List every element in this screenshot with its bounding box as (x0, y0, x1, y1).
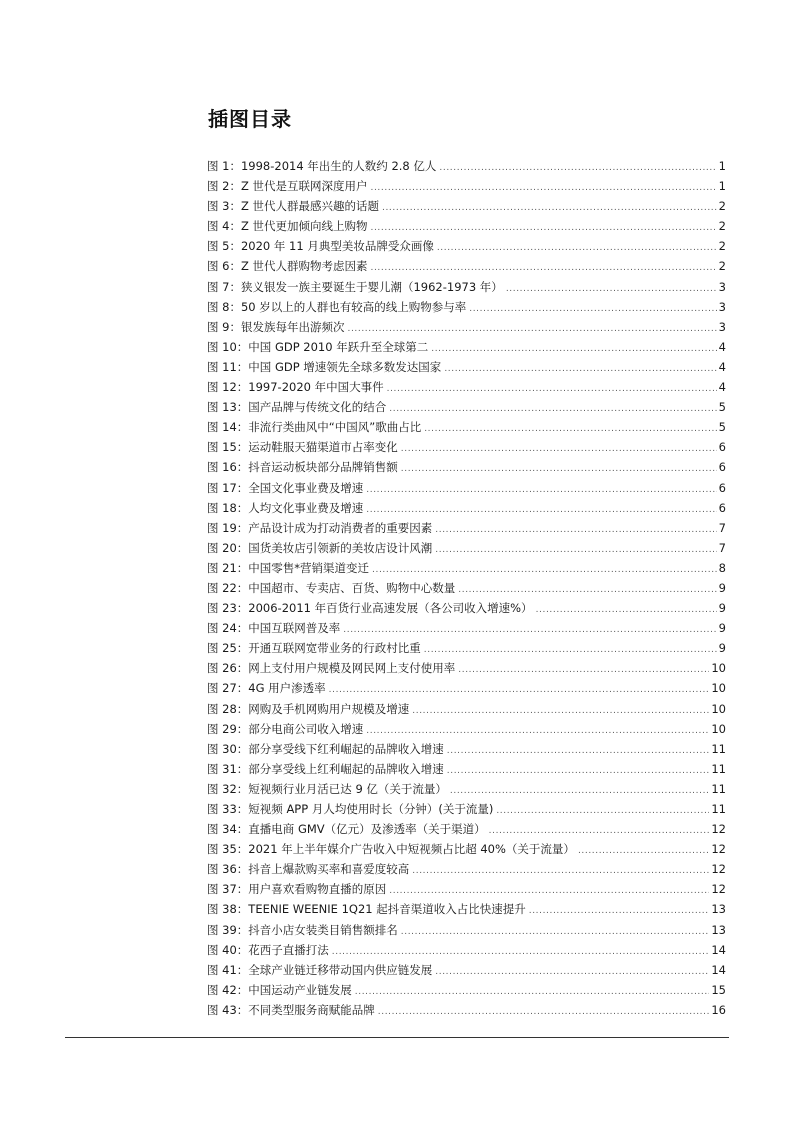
dot-leader (458, 660, 709, 678)
toc-entry-label: 图 34：直播电商 GMV（亿元）及渗透率（关于渠道） (207, 822, 486, 837)
toc-entry-label: 图 12：1997-2020 年中国大事件 (207, 380, 384, 395)
toc-entry-label: 图 11：中国 GDP 增速领先全球多数发达国家 (207, 359, 442, 374)
dot-leader (424, 419, 716, 437)
toc-entry-label: 图 19：产品设计成为打动消费者的重要因素 (207, 520, 433, 535)
toc-entry-page-number: 10 (711, 681, 726, 696)
dot-leader (536, 600, 717, 618)
toc-entry[interactable] (207, 256, 726, 276)
toc-entry-label: 图 6：Z 世代人群购物考虑因素 (207, 259, 368, 274)
toc-entry[interactable] (207, 538, 726, 558)
toc-entry-label: 图 32：短视频行业月活已达 9 亿（关于流量） (207, 781, 447, 796)
toc-entry-label: 图 36：抖音上爆款购买率和喜爱度较高 (207, 862, 410, 877)
toc-entry[interactable] (207, 518, 726, 538)
toc-entry[interactable] (207, 920, 726, 940)
toc-entry[interactable] (207, 277, 726, 297)
toc-entry-page-number: 2 (718, 239, 726, 254)
toc-entry-label: 图 26：网上支付用户规模及网民网上支付使用率 (207, 661, 456, 676)
toc-entry[interactable] (207, 960, 726, 980)
toc-entry-label: 图 16：抖音运动板块部分品牌销售额 (207, 460, 398, 475)
dot-leader (401, 922, 710, 940)
toc-entry-page-number: 9 (718, 641, 726, 656)
toc-entry-page-number: 12 (711, 882, 726, 897)
toc-entry-label: 图 13：国产品牌与传统文化的结合 (207, 400, 387, 415)
toc-entry-page-number: 10 (711, 661, 726, 676)
toc-entry[interactable] (207, 779, 726, 799)
toc-entry-label: 图 33：短视频 APP 月人均使用时长（分钟）(关于流量) (207, 802, 494, 816)
toc-entry-page-number: 6 (718, 460, 726, 475)
dot-leader (389, 399, 716, 417)
toc-entry-label: 图 1：1998-2014 年出生的人数约 2.8 亿人 (207, 159, 437, 173)
toc-entry[interactable] (207, 478, 726, 498)
toc-entry-page-number: 12 (711, 822, 726, 837)
dot-leader (378, 1002, 710, 1020)
toc-entry-page-number: 8 (718, 560, 726, 575)
toc-entry-label: 图 5：2020 年 11 月典型美妆品牌受众画像 (207, 239, 434, 254)
toc-entry-page-number: 11 (711, 761, 726, 776)
toc-entry-label: 图 9：银发族每年出游频次 (207, 319, 345, 334)
dot-leader (444, 359, 716, 377)
toc-entry-page-number: 10 (711, 701, 726, 716)
toc-entry-label: 图 25：开通互联网宽带业务的行政村比重 (207, 641, 421, 656)
toc-entry-page-number: 3 (718, 319, 726, 334)
dot-leader (450, 781, 709, 799)
toc-entry-page-number: 7 (718, 520, 726, 535)
toc-entry-page-number: 2 (718, 259, 726, 274)
toc-entry[interactable] (207, 699, 726, 719)
dot-leader (578, 841, 709, 859)
toc-entry-page-number: 7 (718, 540, 726, 555)
dot-leader (332, 942, 710, 960)
toc-entry-label: 图 23：2006-2011 年百货行业高速发展（各公司收入增速%） (207, 601, 533, 616)
toc-entry-page-number: 4 (718, 339, 726, 354)
dot-leader (437, 238, 717, 256)
toc-entry-label: 图 7：狭义银发一族主要诞生于婴儿潮（1962-1973 年） (207, 279, 503, 294)
toc-entry-page-number: 1 (718, 179, 726, 194)
toc-entry[interactable] (207, 839, 726, 859)
toc-entry-page-number: 5 (718, 420, 726, 435)
dot-leader (382, 198, 717, 216)
toc-entry-label: 图 18：人均文化事业费及增速 (207, 500, 364, 515)
dot-leader (401, 459, 717, 477)
dot-leader (372, 560, 717, 578)
toc-entry[interactable] (207, 799, 726, 819)
toc-entry[interactable] (207, 317, 726, 337)
dot-leader (439, 158, 716, 176)
toc-entry[interactable] (207, 156, 726, 176)
toc-entry-page-number: 9 (718, 601, 726, 616)
dot-leader (447, 741, 710, 759)
toc-entry-page-number: 4 (718, 359, 726, 374)
toc-entry-label: 图 21：中国零售*营销渠道变迁 (207, 560, 370, 575)
dot-leader (506, 279, 717, 297)
toc-entry[interactable] (207, 196, 726, 216)
toc-entry[interactable] (207, 658, 726, 678)
toc-entry-label: 图 39：抖音小店女装类目销售额排名 (207, 922, 398, 937)
dot-leader (366, 500, 716, 518)
toc-entry-label: 图 10：中国 GDP 2010 年跃升至全球第二 (207, 339, 429, 354)
toc-entry[interactable] (207, 337, 726, 357)
toc-entry[interactable] (207, 417, 726, 437)
toc-entry-page-number: 16 (711, 1002, 726, 1017)
dot-leader (412, 701, 709, 719)
toc-entry-page-number: 11 (711, 802, 726, 816)
toc-entry-page-number: 15 (711, 982, 726, 997)
toc-entry-label: 图 37：用户喜欢看购物直播的原因 (207, 882, 387, 897)
toc-entry[interactable] (207, 1000, 726, 1020)
toc-entry-label: 图 38：TEENIE WEENIE 1Q21 起抖音渠道收入占比快速提升 (207, 902, 526, 917)
toc-entry-page-number: 6 (718, 480, 726, 495)
toc-entry[interactable] (207, 457, 726, 477)
toc-entry[interactable] (207, 357, 726, 377)
figure-toc-list (207, 156, 726, 1020)
dot-leader (412, 861, 709, 879)
dot-leader (389, 881, 709, 899)
toc-entry-label: 图 43：不同类型服务商赋能品牌 (207, 1002, 375, 1017)
toc-entry-label: 图 41：全球产业链迁移带动国内供应链发展 (207, 962, 433, 977)
toc-entry[interactable] (207, 940, 726, 960)
dot-leader (431, 339, 716, 357)
toc-entry[interactable] (207, 819, 726, 839)
toc-entry-page-number: 2 (718, 199, 726, 214)
dot-leader (347, 319, 716, 337)
toc-entry-label: 图 8：50 岁以上的人群也有较高的线上购物参与率 (207, 299, 467, 314)
dot-leader (435, 540, 716, 558)
toc-entry-page-number: 6 (718, 440, 726, 455)
toc-entry-label: 图 29：部分电商公司收入增速 (207, 721, 364, 736)
toc-entry-page-number: 6 (718, 500, 726, 515)
toc-entry-label: 图 28：网购及手机网购用户规模及增速 (207, 701, 410, 716)
dot-leader (435, 520, 716, 538)
toc-entry-page-number: 9 (718, 621, 726, 636)
toc-entry-label: 图 4：Z 世代更加倾向线上购物 (207, 219, 368, 234)
footer-divider (65, 1037, 729, 1038)
toc-entry-page-number: 14 (711, 942, 726, 957)
toc-entry-label: 图 30：部分享受线下红利崛起的品牌收入增速 (207, 741, 444, 756)
toc-entry-label: 图 35：2021 年上半年媒介广告收入中短视频占比超 40%（关于流量） (207, 842, 575, 857)
toc-entry-page-number: 2 (718, 219, 726, 234)
toc-entry-label: 图 14：非流行类曲风中“中国风”歌曲占比 (207, 420, 422, 435)
dot-leader (489, 821, 710, 839)
toc-entry-label: 图 40：花西子直播打法 (207, 942, 329, 957)
dot-leader (387, 379, 717, 397)
dot-leader (343, 620, 716, 638)
toc-entry-label: 图 42：中国运动产业链发展 (207, 982, 352, 997)
toc-entry[interactable] (207, 759, 726, 779)
toc-entry-label: 图 31：部分享受线上红利崛起的品牌收入增速 (207, 761, 444, 776)
toc-entry[interactable] (207, 236, 726, 256)
toc-entry-page-number: 12 (711, 842, 726, 857)
toc-entry-page-number: 1 (718, 159, 726, 173)
toc-entry-page-number: 9 (718, 580, 726, 595)
toc-entry[interactable] (207, 498, 726, 518)
dot-leader (329, 680, 710, 698)
toc-entry[interactable] (207, 377, 726, 397)
dot-leader (496, 801, 709, 819)
toc-entry[interactable] (207, 618, 726, 638)
toc-entry[interactable] (207, 980, 726, 1000)
toc-entry-page-number: 13 (711, 902, 726, 917)
toc-entry[interactable] (207, 899, 726, 919)
dot-leader (529, 901, 710, 919)
toc-entry-label: 图 22：中国超市、专卖店、百货、购物中心数量 (207, 580, 456, 595)
toc-entry-label: 图 3：Z 世代人群最感兴趣的话题 (207, 199, 380, 214)
toc-entry-label: 图 15：运动鞋服天猫渠道市占率变化 (207, 440, 398, 455)
toc-entry-page-number: 5 (718, 400, 726, 415)
toc-entry[interactable] (207, 397, 726, 417)
toc-entry[interactable] (207, 638, 726, 658)
page-title: 插图目录 (208, 107, 292, 131)
toc-entry-page-number: 3 (718, 299, 726, 314)
toc-entry[interactable] (207, 678, 726, 698)
toc-entry[interactable] (207, 859, 726, 879)
dot-leader (458, 580, 716, 598)
toc-entry[interactable] (207, 558, 726, 578)
toc-entry[interactable] (207, 879, 726, 899)
toc-entry[interactable] (207, 719, 726, 739)
toc-entry[interactable] (207, 598, 726, 618)
dot-leader (401, 439, 717, 457)
toc-entry[interactable] (207, 216, 726, 236)
dot-leader (469, 299, 716, 317)
toc-entry-page-number: 13 (711, 922, 726, 937)
dot-leader (371, 178, 717, 196)
dot-leader (371, 218, 717, 236)
toc-entry[interactable] (207, 437, 726, 457)
toc-entry-page-number: 10 (711, 721, 726, 736)
toc-entry[interactable] (207, 176, 726, 196)
dot-leader (355, 982, 710, 1000)
toc-entry-label: 图 17：全国文化事业费及增速 (207, 480, 364, 495)
dot-leader (366, 480, 716, 498)
toc-entry-page-number: 3 (718, 279, 726, 294)
toc-entry[interactable] (207, 739, 726, 759)
toc-entry-label: 图 27：4G 用户渗透率 (207, 681, 326, 696)
dot-leader (424, 640, 717, 658)
toc-entry-page-number: 12 (711, 862, 726, 877)
toc-entry-page-number: 11 (711, 781, 726, 796)
toc-entry-label: 图 2：Z 世代是互联网深度用户 (207, 179, 368, 194)
toc-entry-page-number: 14 (711, 962, 726, 977)
toc-entry[interactable] (207, 297, 726, 317)
toc-entry-page-number: 11 (711, 741, 726, 756)
dot-leader (435, 962, 709, 980)
dot-leader (447, 761, 710, 779)
toc-entry-label: 图 20：国货美妆店引领新的美妆店设计风潮 (207, 540, 433, 555)
dot-leader (371, 258, 717, 276)
toc-entry-label: 图 24：中国互联网普及率 (207, 621, 341, 636)
toc-entry-page-number: 4 (718, 380, 726, 395)
dot-leader (366, 721, 709, 739)
toc-entry[interactable] (207, 578, 726, 598)
